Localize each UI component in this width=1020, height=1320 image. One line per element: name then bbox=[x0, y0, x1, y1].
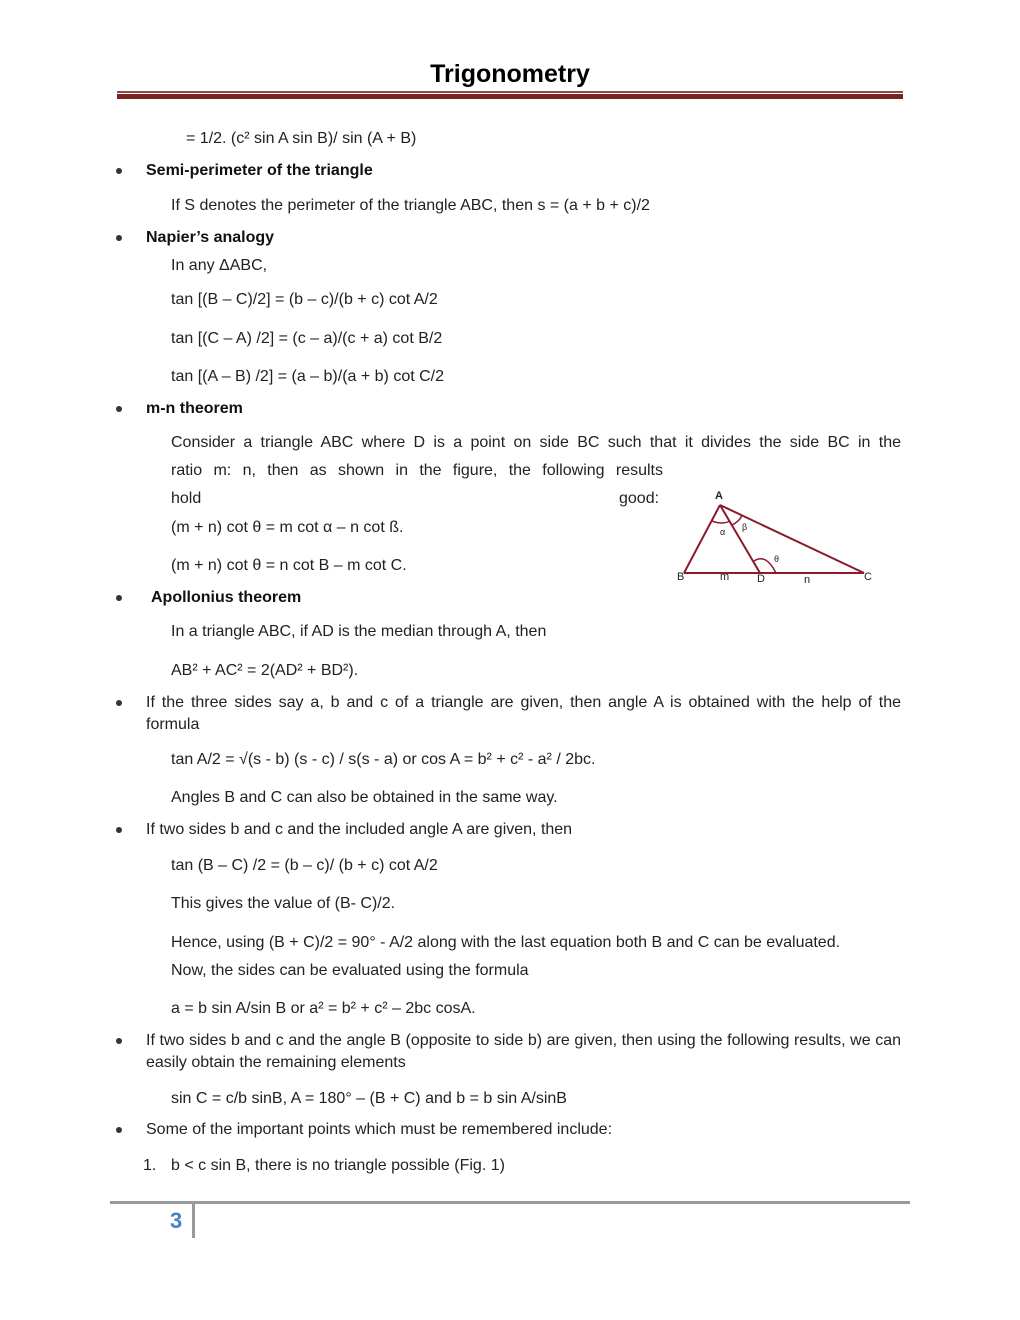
page-title: Trigonometry bbox=[430, 60, 590, 88]
formula: tan [(C – A) /2] = (c – a)/(c + a) cot B/2 bbox=[171, 330, 443, 347]
formula: (m + n) cot θ = m cot α – n cot ß. bbox=[171, 519, 404, 536]
angle-theta-arc bbox=[754, 559, 776, 573]
formula: tan A/2 = √(s - b) (s - c) / s(s - a) or cos A = b² + c² - a² / 2bc. bbox=[171, 751, 596, 768]
label-c: C bbox=[864, 571, 872, 583]
footer-divider bbox=[192, 1201, 195, 1238]
formula: tan (B – C) /2 = (b – c)/ (b + c) cot A/2 bbox=[171, 857, 438, 874]
footer-rule bbox=[110, 1201, 910, 1204]
text: Angles B and C can also be obtained in the same way. bbox=[171, 789, 558, 806]
text: If S denotes the perimeter of the triangle ABC, then s = (a + b + c)/2 bbox=[171, 197, 650, 214]
formula: AB² + AC² = 2(AD² + BD²). bbox=[171, 662, 359, 679]
bullet bbox=[116, 168, 122, 174]
label-m: m bbox=[720, 571, 730, 583]
text: Now, the sides can be evaluated using the formula bbox=[171, 962, 529, 979]
triangle-figure bbox=[670, 485, 880, 585]
formula: tan [(B – C)/2] = (b – c)/(b + c) cot A/2 bbox=[171, 291, 438, 308]
bullet bbox=[116, 595, 122, 601]
text: ratio m: n, then as shown in the figure, the following results bbox=[171, 462, 663, 479]
label-beta: β bbox=[742, 522, 748, 532]
heading: Semi-perimeter of the triangle bbox=[146, 162, 373, 179]
label-d: D bbox=[757, 573, 765, 585]
label-b: B bbox=[677, 571, 685, 583]
bullet bbox=[116, 1038, 122, 1044]
formula: (m + n) cot θ = n cot B – m cot C. bbox=[171, 557, 407, 574]
bullet bbox=[116, 827, 122, 833]
heading: m-n theorem bbox=[146, 400, 243, 417]
angle-beta-arc bbox=[732, 515, 742, 525]
bullet bbox=[116, 235, 122, 241]
header-rule bbox=[117, 91, 903, 93]
text: If two sides b and c and the angle B (opposite to side b) are given, then using the following results, we can easily obtain the remaining elements bbox=[146, 1032, 901, 1071]
list-item: b < c sin B, there is no triangle possible (Fig. 1) bbox=[171, 1157, 505, 1174]
text: If two sides b and c and the included angle A are given, then bbox=[146, 821, 573, 838]
text: Some of the important points which must be remembered include: bbox=[146, 1121, 613, 1138]
heading: Apollonius theorem bbox=[151, 589, 302, 606]
formula: = 1/2. (c² sin A sin B)/ sin (A + B) bbox=[186, 130, 417, 147]
bullet bbox=[116, 700, 122, 706]
label-theta: θ bbox=[774, 554, 780, 564]
formula: tan [(A – B) /2] = (a – b)/(a + b) cot C/2 bbox=[171, 368, 445, 385]
label-n: n bbox=[804, 574, 811, 585]
angle-alpha-arc bbox=[712, 521, 730, 523]
text: Consider a triangle ABC where D is a point on side BC such that it divides the side BC in the bbox=[171, 434, 901, 451]
heading: Napier’s analogy bbox=[146, 229, 275, 246]
text: If the three sides say a, b and c of a triangle are given, then angle A is obtained with the help of the formula bbox=[146, 694, 901, 733]
formula: a = b sin A/sin B or a² = b² + c² – 2bc cosA. bbox=[171, 1000, 476, 1017]
text: good: bbox=[619, 490, 660, 507]
bullet bbox=[116, 406, 122, 412]
text: This gives the value of (B- C)/2. bbox=[171, 895, 396, 912]
side-ab bbox=[684, 505, 720, 573]
page-number: 3 bbox=[170, 1208, 183, 1233]
text: Hence, using (B + C)/2 = 90° - A/2 along with the last equation both B and C can be evaluated. bbox=[171, 934, 841, 951]
text: In a triangle ABC, if AD is the median through A, then bbox=[171, 623, 547, 640]
label-a: A bbox=[715, 490, 723, 502]
formula: sin C = c/b sinB, A = 180° – (B + C) and b = b sin A/sinB bbox=[171, 1090, 567, 1107]
bullet bbox=[116, 1127, 122, 1133]
text: In any ΔABC, bbox=[171, 257, 268, 274]
header-rule-thick bbox=[117, 94, 903, 99]
text: hold bbox=[171, 490, 202, 507]
list-number: 1. bbox=[143, 1157, 157, 1174]
label-alpha: α bbox=[720, 527, 726, 537]
